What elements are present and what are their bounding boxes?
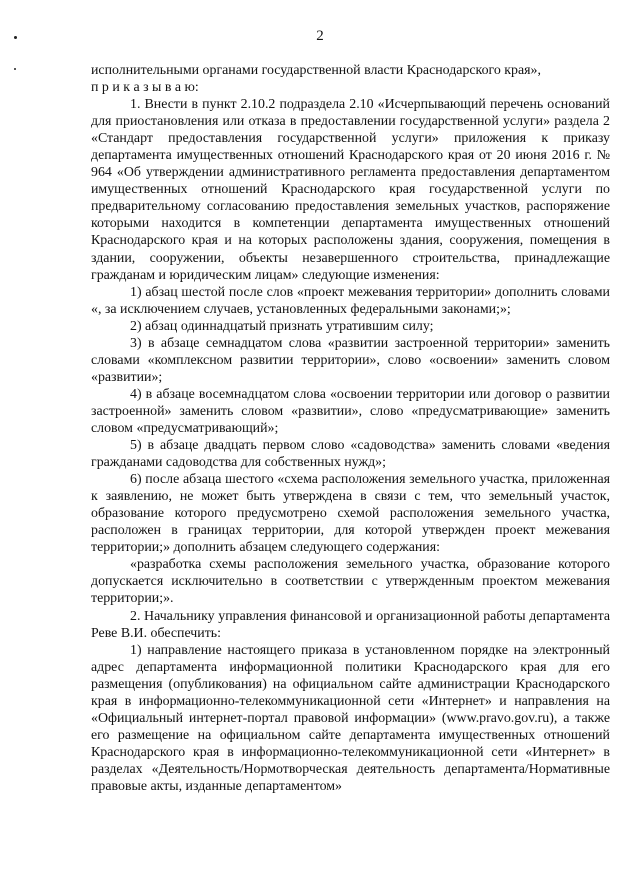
- paragraph: 5) в абзаце двадцать первом слово «садоводства» заменить словами «ведения гражданами садоводства для собственных нужд»;: [91, 438, 610, 471]
- scan-speck: [14, 68, 16, 70]
- paragraph: «разработка схемы расположения земельного участка, образование которого допускается исключительно в соответствии с утвержденным проектом межевания территории;».: [91, 557, 610, 607]
- paragraph: 3) в абзаце семнадцатом слова «развитии застроенной территории» заменить словами «комплексном развитии территории», слово «освоении» заменить словом «развитии»;: [91, 335, 610, 385]
- order-word: п р и к а з ы в а ю:: [91, 80, 199, 96]
- paragraph: 4) в абзаце восемнадцатом слова «освоении территории или договор о развитии застроенной» заменить словом «развитии», слово «предусматривающие» заменить словом «предусматривающий»;: [91, 386, 610, 436]
- paragraph: 1) направление настоящего приказа в установленном порядке на электронный адрес департамента информационной политики Краснодарского края для его размещения (опубликования) на официальном сайте администрации Краснодарского края в информационно-телекоммуникационной сети «Интернет» и направления на «Официальный интернет-портал правовой информации» (www.pravo.gov.ru), а также его размещение на официальном сайте департамента имущественных отношений Краснодарского края в информационно-телекоммуникационной сети «Интернет» в разделах «Деятельность/Нормотворческая деятельность департамента/Нормативные правовые акты, изданные департаментом»: [91, 642, 610, 794]
- paragraph: исполнительными органами государственной власти Краснодарского края»,: [91, 63, 541, 78]
- paragraph: 1) абзац шестой после слов «проект межевания территории» дополнить словами «, за исключением случаев, установленных федеральными законами;»;: [91, 284, 610, 317]
- paragraph: 1. Внести в пункт 2.10.2 подраздела 2.10 «Исчерпывающий перечень оснований для приостановления или отказа в предоставлении государственной услуги» раздела 2 «Стандарт предоставления государственной услуги» приложения к приказу департамента имущественных отношений Краснодарского края от 20 июня 2016 г. № 964 «Об утверждении административного регламента предоставления департаментом имущественных отношений Краснодарского края государственной услуги по предварительному согласованию предоставления земельных участков, распоряжение которыми находится в компетенции департамента имущественных отношений Краснодарского края и на которых расположены здания, сооружения, помещения в здании, сооружении, объекты незавершенного строительства, принадлежащие гражданам и юридическим лицам» следующие изменения:: [91, 97, 610, 283]
- paragraph: 6) после абзаца шестого «схема расположения земельного участка, приложенная к заявлению, не может быть утверждена в связи с тем, что земельный участок, образование которого предусмотрено схемой расположения земельного участка, расположен в границах территории, для которой утвержден проект межевания территории;» дополнить абзацем следующего содержания:: [91, 472, 610, 556]
- page-number: 2: [316, 28, 324, 44]
- paragraph: 2. Начальнику управления финансовой и организационной работы департамента Реве В.И. обеспечить:: [91, 608, 610, 641]
- document-body: [91, 62, 610, 795]
- paragraph: 2) абзац одиннадцатый признать утратившим силу;: [130, 318, 434, 334]
